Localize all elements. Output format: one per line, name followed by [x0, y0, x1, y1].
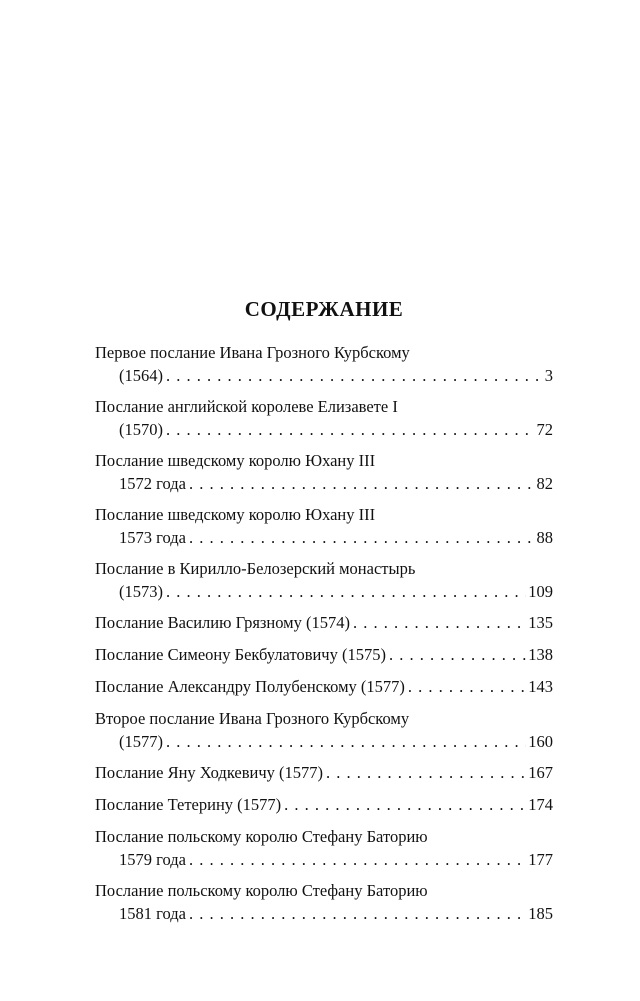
entry-detail: 1579 года [119, 850, 186, 869]
toc-entry [95, 707, 553, 753]
dot-leader [350, 611, 526, 634]
entry-detail: 1581 года [119, 904, 186, 923]
dot-leader [186, 526, 535, 549]
entry-line [95, 848, 553, 871]
toc-list [95, 341, 553, 925]
entry-line [95, 364, 553, 387]
entry-title: Послание Александру Полубенскому (1577) [95, 677, 405, 696]
page-title: СОДЕРЖАНИЕ [244, 297, 404, 321]
entry-detail: (1570) [119, 420, 163, 439]
page-number: 174 [528, 795, 553, 814]
page-number: 177 [528, 850, 553, 869]
dot-leader [186, 848, 526, 871]
entry-detail: (1573) [119, 582, 163, 601]
page-number: 160 [528, 732, 553, 751]
page-number: 88 [536, 528, 553, 547]
toc-entry [95, 503, 553, 549]
entry-title: Послание Тетерину (1577) [95, 795, 282, 814]
entry-line [95, 418, 553, 441]
dot-leader [386, 643, 526, 666]
entry-line [95, 902, 553, 925]
entry-title: Первое послание Ивана Грозного Курбскому [95, 343, 410, 362]
entry-detail: 1572 года [119, 474, 186, 493]
entry-title: Послание английской королеве Елизавете I [95, 397, 398, 416]
dot-leader [163, 730, 526, 753]
page-number: 138 [528, 645, 553, 664]
page-number: 167 [528, 763, 553, 782]
entry-title: Послание шведскому королю Юхану III [95, 505, 376, 524]
page-number: 109 [528, 582, 553, 601]
dot-leader [281, 793, 526, 816]
page-number: 135 [528, 613, 553, 632]
dot-leader [405, 675, 526, 698]
toc-entry [95, 675, 553, 698]
entry-line [95, 793, 553, 816]
page-number: 3 [544, 366, 553, 385]
toc-entry [95, 879, 553, 925]
entry-line [95, 580, 553, 603]
toc-entry [95, 557, 553, 603]
entry-detail: (1577) [119, 732, 163, 751]
dot-leader [323, 761, 526, 784]
toc-entry [95, 449, 553, 495]
toc-entry [95, 761, 553, 784]
entry-title: Послание в Кирилло-Белозерский монастырь [95, 559, 416, 578]
dot-leader [163, 364, 543, 387]
page-number: 185 [528, 904, 553, 923]
toc-entry [95, 341, 553, 387]
dot-leader [186, 902, 526, 925]
page-number: 72 [536, 420, 553, 439]
toc-entry [95, 643, 553, 666]
dot-leader [163, 580, 526, 603]
toc-entry [95, 611, 553, 634]
entry-title: Послание польскому королю Стефану Баторию [95, 827, 428, 846]
entry-title: Второе послание Ивана Грозного Курбскому [95, 709, 410, 728]
entry-line [95, 526, 553, 549]
entry-line [95, 761, 553, 784]
entry-title: Послание Симеону Бекбулатовичу (1575) [95, 645, 386, 664]
entry-title: Послание шведскому королю Юхану III [95, 451, 376, 470]
toc-entry [95, 793, 553, 816]
entry-detail: 1573 года [119, 528, 186, 547]
entry-title: Послание Яну Ходкевичу (1577) [95, 763, 324, 782]
page-number: 82 [536, 474, 553, 493]
entry-line [95, 472, 553, 495]
toc-entry [95, 395, 553, 441]
dot-leader [163, 418, 535, 441]
entry-title: Послание Василию Грязному (1574) [95, 613, 350, 632]
page-number: 143 [528, 677, 553, 696]
entry-line [95, 730, 553, 753]
entry-line [95, 611, 553, 634]
entry-line [95, 643, 553, 666]
toc-entry [95, 825, 553, 871]
dot-leader [186, 472, 535, 495]
entry-title: Послание польскому королю Стефану Баторию [95, 881, 428, 900]
entry-detail: (1564) [119, 366, 163, 385]
entry-line [95, 675, 553, 698]
